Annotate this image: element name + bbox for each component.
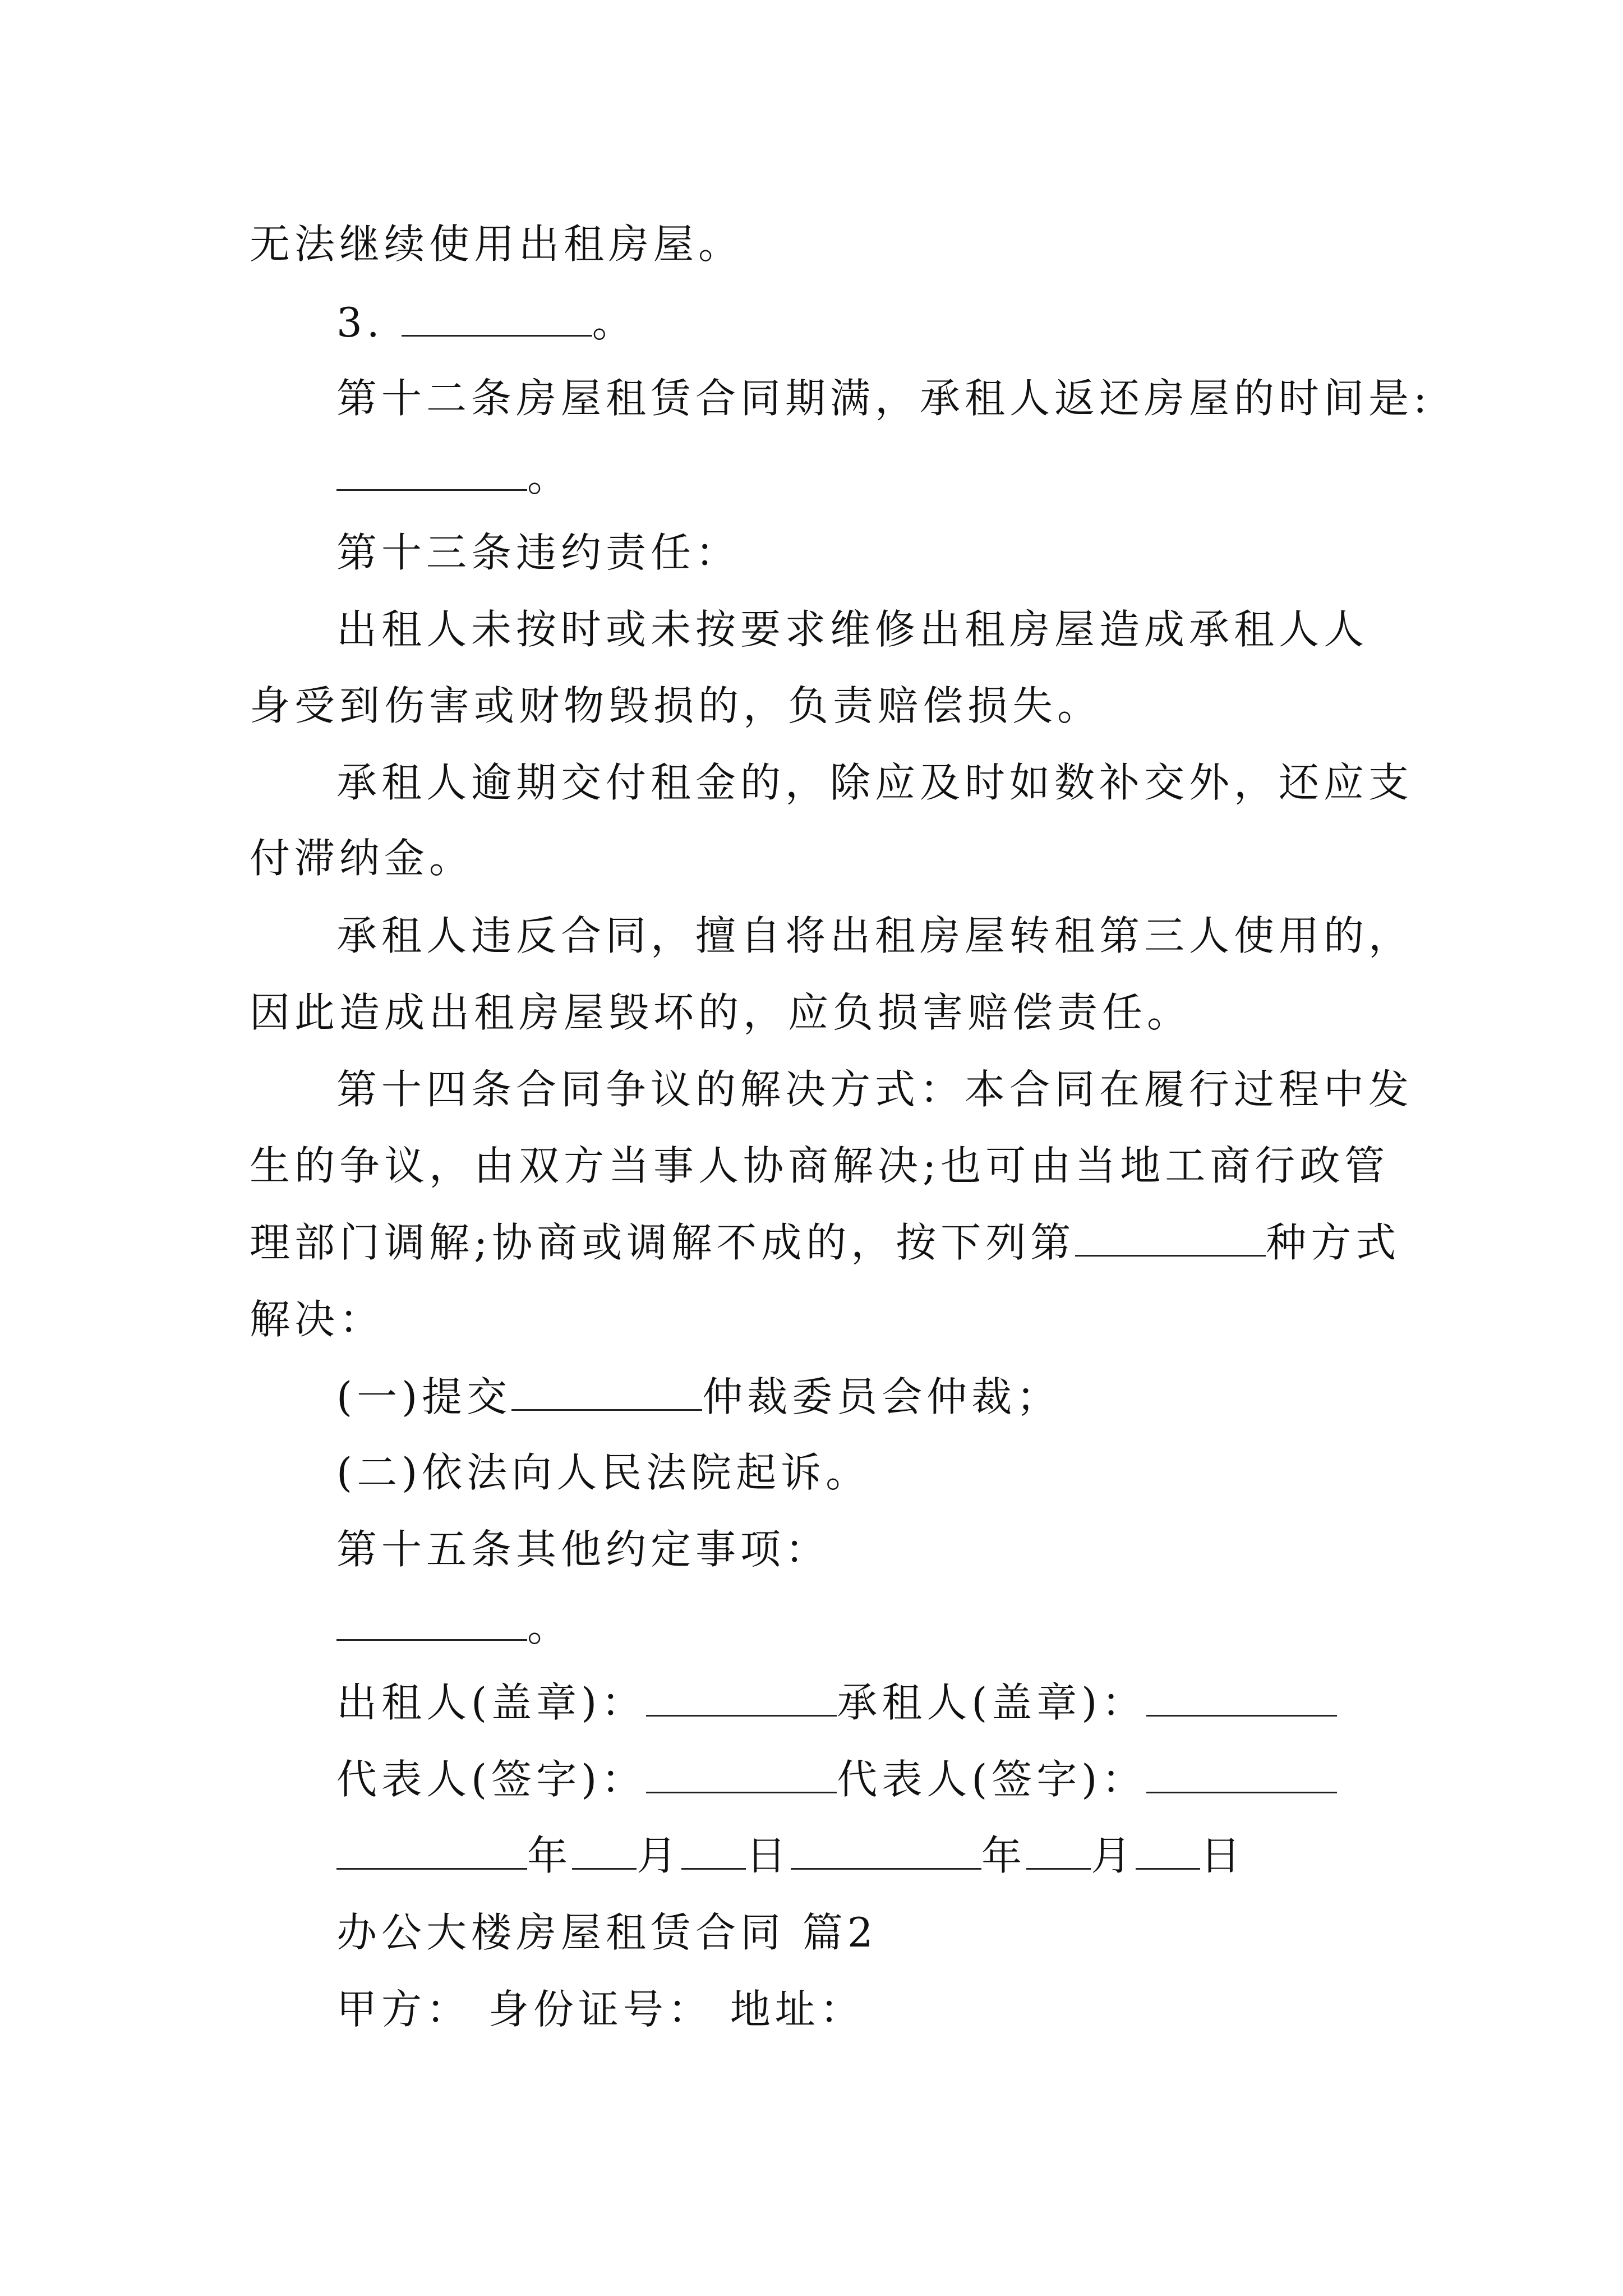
paragraph-line bbox=[250, 1214, 1400, 1271]
fill-in-blank bbox=[336, 1602, 527, 1641]
fill-in-blank bbox=[402, 298, 592, 337]
option-1 bbox=[336, 1369, 1061, 1425]
article-15-blank-line bbox=[336, 1599, 572, 1655]
article-13-heading bbox=[336, 524, 740, 581]
month-label: 月 bbox=[1091, 1832, 1136, 1879]
paragraph-line bbox=[336, 601, 1369, 657]
list-item-3 bbox=[336, 295, 637, 351]
year-label: 年 bbox=[981, 1832, 1027, 1879]
month-blank bbox=[572, 1831, 637, 1870]
text: (一)提交 bbox=[336, 1373, 512, 1420]
text: 办公大楼房屋租赁合同 篇2 bbox=[336, 1909, 878, 1956]
text: 无法继续使用出租房屋。 bbox=[250, 220, 744, 268]
lessee-seal-label: 承租人(盖章)： bbox=[837, 1679, 1147, 1726]
fill-in-blank bbox=[1075, 1218, 1266, 1257]
text: 第十二条房屋租赁合同期满，承租人返还房屋的时间是: bbox=[336, 375, 1432, 422]
fill-in-blank bbox=[646, 1678, 837, 1717]
text: 第十三条违约责任： bbox=[336, 529, 741, 576]
text: 解决： bbox=[250, 1296, 385, 1343]
text: 种方式 bbox=[1266, 1219, 1401, 1266]
month-blank bbox=[1026, 1831, 1091, 1870]
text: 生的争议，由双方当事人协商解决;也可由当地工商行政管 bbox=[250, 1142, 1390, 1189]
text: 身受到伤害或财物毁损的，负责赔偿损失。 bbox=[250, 682, 1103, 729]
text: 理部门调解;协商或调解不成的，按下列第 bbox=[250, 1219, 1076, 1266]
signature-line bbox=[336, 1751, 1337, 1807]
article-12-blank-line bbox=[336, 449, 572, 505]
fill-in-blank bbox=[646, 1755, 837, 1793]
section-title bbox=[336, 1904, 878, 1961]
text: 承租人逾期交付租金的，除应及时如数补交外，还应支 bbox=[336, 759, 1414, 806]
text: 因此造成出租房屋毁坏的，应负损害赔偿责任。 bbox=[250, 989, 1192, 1036]
lessor-seal-label: 出租人(盖章)： bbox=[336, 1679, 647, 1726]
fill-in-blank bbox=[511, 1372, 702, 1411]
paragraph-line bbox=[250, 1138, 1390, 1194]
lessor-rep-label: 代表人(签字)： bbox=[336, 1756, 647, 1803]
date-line bbox=[336, 1828, 1245, 1884]
lessee-rep-label: 代表人(签字)： bbox=[837, 1756, 1147, 1803]
paragraph-line bbox=[250, 216, 743, 272]
text: 甲方： 身份证号： 地址： bbox=[336, 1986, 865, 2033]
text: 出租人未按时或未按要求维修出租房屋造成承租人人 bbox=[336, 606, 1369, 653]
article-15-heading bbox=[336, 1521, 830, 1577]
text: 付滞纳金。 bbox=[250, 835, 474, 882]
fill-in-blank bbox=[1146, 1678, 1337, 1717]
text: 仲裁委员会仲裁； bbox=[702, 1373, 1062, 1420]
seal-line bbox=[336, 1674, 1337, 1731]
year-label: 年 bbox=[527, 1832, 573, 1879]
text: 。 bbox=[527, 1603, 573, 1650]
text: 承租人违反合同，擅自将出租房屋转租第三人使用的， bbox=[336, 912, 1414, 959]
paragraph-line bbox=[250, 830, 474, 886]
option-2 bbox=[336, 1444, 870, 1501]
paragraph-line bbox=[250, 984, 1192, 1041]
year-blank bbox=[336, 1831, 527, 1870]
fill-in-blank bbox=[1146, 1755, 1337, 1793]
paragraph-line bbox=[250, 1291, 384, 1347]
day-label: 日 bbox=[1200, 1832, 1246, 1879]
article-14-heading bbox=[336, 1061, 1414, 1117]
paragraph-line bbox=[250, 678, 1102, 734]
text: 。 bbox=[527, 453, 573, 500]
day-label: 日 bbox=[746, 1832, 791, 1879]
text: 第十四条合同争议的解决方式：本合同在履行过程中发 bbox=[336, 1066, 1414, 1113]
fill-in-blank bbox=[336, 452, 527, 491]
text: 。 bbox=[592, 299, 637, 346]
paragraph-line bbox=[336, 754, 1414, 811]
day-blank bbox=[681, 1831, 746, 1870]
year-blank bbox=[791, 1831, 981, 1870]
text: (二)依法向人民法院起诉。 bbox=[336, 1449, 871, 1496]
day-blank bbox=[1136, 1831, 1200, 1870]
party-a-line bbox=[336, 1981, 865, 2037]
paragraph-line bbox=[336, 908, 1414, 964]
text: 第十五条其他约定事项： bbox=[336, 1526, 831, 1573]
article-12-heading bbox=[336, 370, 1431, 426]
item-number: 3. bbox=[336, 299, 384, 346]
month-label: 月 bbox=[637, 1832, 682, 1879]
